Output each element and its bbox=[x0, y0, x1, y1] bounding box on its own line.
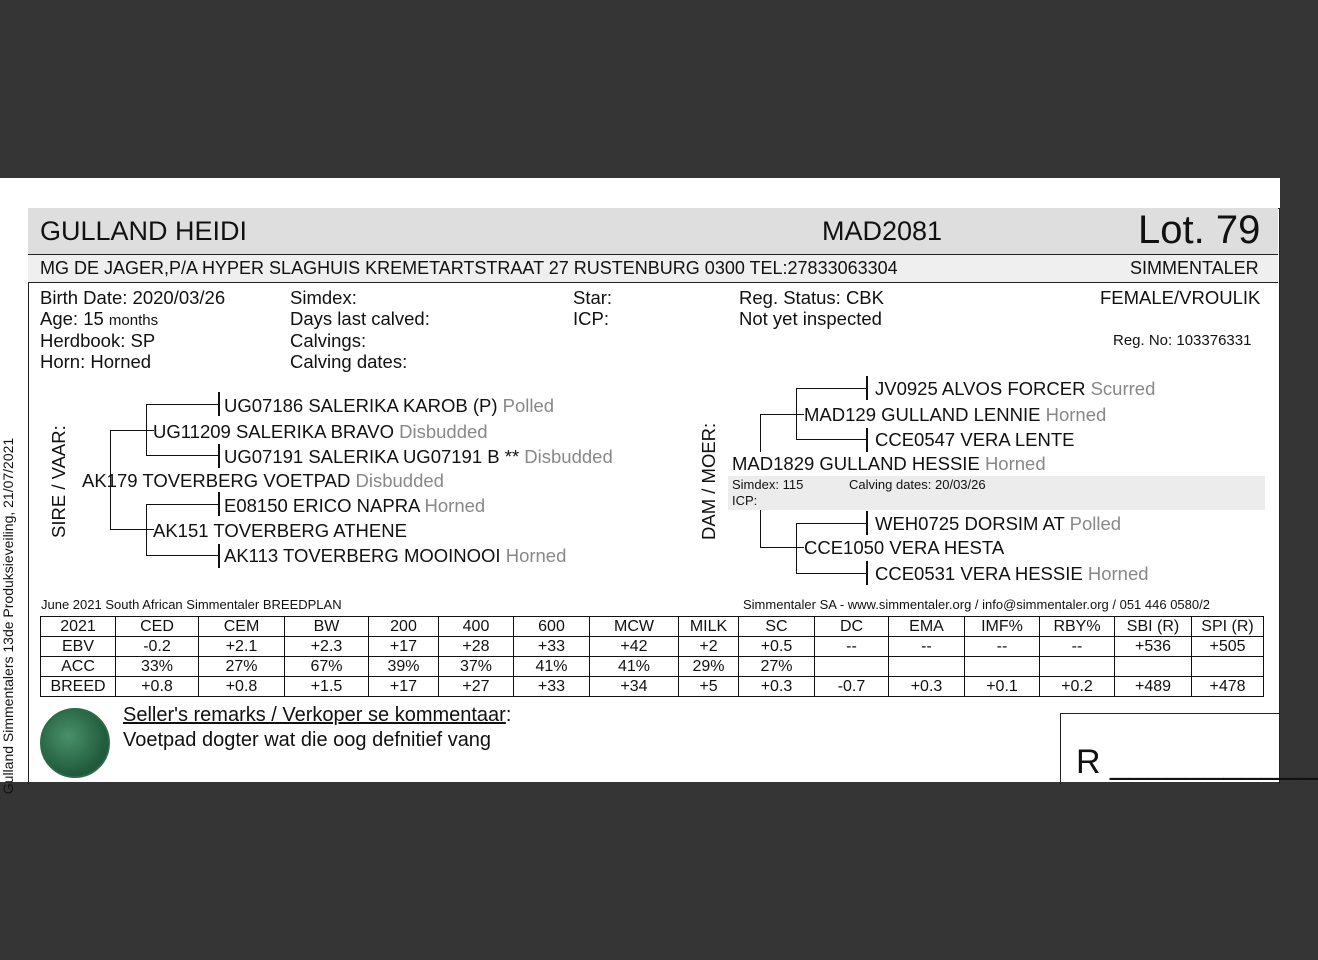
breedplan-cell: +17 bbox=[369, 677, 439, 697]
star-label: Star: bbox=[573, 287, 613, 308]
breedplan-cell: -0.2 bbox=[116, 637, 199, 657]
breedplan-cell: +536 bbox=[1115, 637, 1192, 657]
price-field[interactable]: R ___________ bbox=[1076, 743, 1318, 781]
breedplan-cell: +0.3 bbox=[889, 677, 965, 697]
dam-sire: MAD129 GULLAND LENNIE Horned bbox=[804, 404, 1107, 425]
breedplan-cell: 200 bbox=[369, 617, 439, 637]
breedplan-cell: +489 bbox=[1115, 677, 1192, 697]
breedplan-cell: +0.8 bbox=[199, 677, 285, 697]
breedplan-cell: EMA bbox=[889, 617, 965, 637]
breedplan-cell: 600 bbox=[514, 617, 590, 637]
breedplan-cell: +505 bbox=[1192, 637, 1264, 657]
breedplan-cell: +2.3 bbox=[285, 637, 369, 657]
sex: FEMALE/VROULIK bbox=[1100, 287, 1261, 308]
dam-calving-dates: Calving dates: 20/03/26 bbox=[849, 477, 986, 492]
breedplan-cell: RBY% bbox=[1040, 617, 1115, 637]
breedplan-cell bbox=[815, 657, 889, 677]
breedplan-cell: 67% bbox=[285, 657, 369, 677]
dam-dam-sire: WEH0725 DORSIM AT Polled bbox=[875, 513, 1122, 534]
sire-sire-dam: UG07191 SALERIKA UG07191 B ** Disbudded bbox=[224, 446, 613, 467]
breedplan-cell: +5 bbox=[679, 677, 739, 697]
sire-sire: UG07186 SALERIKA KAROB (P) Polled bbox=[224, 395, 555, 416]
breedplan-cell: ACC bbox=[41, 657, 116, 677]
birth-date: Birth Date: 2020/03/26 bbox=[40, 287, 226, 308]
owner-address: MG DE JAGER,P/A HYPER SLAGHUIS KREMETARTSTRAAT 27 RUSTENBURG 0300 TEL:27833063304 bbox=[40, 258, 898, 278]
breedplan-row bbox=[41, 677, 1264, 697]
breedplan-cell bbox=[1115, 657, 1192, 677]
breedplan-cell: 2021 bbox=[41, 617, 116, 637]
breedplan-title: June 2021 South African Simmentaler BREEDPLAN bbox=[41, 597, 342, 612]
herdbook: Herdbook: SP bbox=[40, 330, 156, 351]
breedplan-cell: CED bbox=[116, 617, 199, 637]
icp-label: ICP: bbox=[573, 308, 609, 329]
breedplan-contact: Simmentaler SA - www.simmentaler.org / info@simmentaler.org / 051 446 0580/2 bbox=[743, 597, 1210, 612]
sire-label: SIRE / VAAR: bbox=[48, 425, 69, 538]
breedplan-cell: IMF% bbox=[965, 617, 1040, 637]
breedplan-cell: BREED bbox=[41, 677, 116, 697]
breedplan-table bbox=[40, 616, 1264, 697]
dam-simdex-box bbox=[728, 476, 1265, 510]
breedplan-cell: +33 bbox=[514, 677, 590, 697]
breedplan-cell: 41% bbox=[514, 657, 590, 677]
breedplan-cell bbox=[1040, 657, 1115, 677]
sire-dam: AK151 TOVERBERG ATHENE bbox=[153, 520, 407, 541]
breedplan-cell: 29% bbox=[679, 657, 739, 677]
breedplan-cell: CEM bbox=[199, 617, 285, 637]
dam-dam: CCE1050 VERA HESTA bbox=[804, 537, 1005, 558]
breedplan-cell: -0.7 bbox=[815, 677, 889, 697]
breedplan-header-row bbox=[41, 617, 1264, 637]
breedplan-row bbox=[41, 637, 1264, 657]
dam-main: MAD1829 GULLAND HESSIE Horned bbox=[732, 453, 1046, 474]
breedplan-cell: +2.1 bbox=[199, 637, 285, 657]
breedplan-cell: SC bbox=[739, 617, 815, 637]
breedplan-cell: +0.1 bbox=[965, 677, 1040, 697]
dam-icp: ICP: bbox=[732, 493, 758, 508]
dam-simdex: Simdex: 115 bbox=[732, 477, 804, 492]
breedplan-cell: -- bbox=[889, 637, 965, 657]
breedplan-cell: +2 bbox=[679, 637, 739, 657]
breedplan-cell: -- bbox=[965, 637, 1040, 657]
reg-number: Reg. No: 103376331 bbox=[1113, 332, 1252, 349]
breedplan-cell: +478 bbox=[1192, 677, 1264, 697]
breedplan-cell: +0.2 bbox=[1040, 677, 1115, 697]
breedplan-cell: 39% bbox=[369, 657, 439, 677]
dam-dam-dam: CCE0531 VERA HESSIE Horned bbox=[875, 563, 1149, 584]
breedplan-cell: +0.8 bbox=[116, 677, 199, 697]
breedplan-cell: 37% bbox=[439, 657, 514, 677]
breedplan-cell: +1.5 bbox=[285, 677, 369, 697]
breedplan-cell: +28 bbox=[439, 637, 514, 657]
breedplan-cell: +33 bbox=[514, 637, 590, 657]
breedplan-cell: 27% bbox=[199, 657, 285, 677]
remarks-text: Voetpad dogter wat die oog defnitief vang bbox=[123, 729, 492, 751]
breedplan-cell: 33% bbox=[116, 657, 199, 677]
breedplan-cell: +17 bbox=[369, 637, 439, 657]
breedplan-cell: +27 bbox=[439, 677, 514, 697]
breedplan-cell bbox=[1192, 657, 1264, 677]
breedplan-cell: EBV bbox=[41, 637, 116, 657]
dam-sire-sire: JV0925 ALVOS FORCER Scurred bbox=[875, 378, 1156, 399]
breedplan-cell: DC bbox=[815, 617, 889, 637]
breedplan-cell: +34 bbox=[590, 677, 679, 697]
breedplan-cell: +0.5 bbox=[739, 637, 815, 657]
breedplan-cell: -- bbox=[815, 637, 889, 657]
breedplan-cell: BW bbox=[285, 617, 369, 637]
lot-card bbox=[0, 178, 1318, 795]
breed: SIMMENTALER bbox=[1130, 258, 1259, 278]
sire-main: AK179 TOVERBERG VOETPAD Disbudded bbox=[82, 470, 444, 491]
days-last-calved: Days last calved: bbox=[290, 308, 430, 329]
breedplan-cell: -- bbox=[1040, 637, 1115, 657]
breedplan-cell bbox=[889, 657, 965, 677]
sire-dam-sire: E08150 ERICO NAPRA Horned bbox=[224, 495, 486, 516]
breedplan-cell: 41% bbox=[590, 657, 679, 677]
calvings: Calvings: bbox=[290, 330, 367, 351]
breedplan-cell bbox=[965, 657, 1040, 677]
breedplan-cell: MCW bbox=[590, 617, 679, 637]
breedplan-row bbox=[41, 657, 1264, 677]
dam-label: DAM / MOER: bbox=[698, 422, 719, 540]
sire-sire-parent: UG11209 SALERIKA BRAVO Disbudded bbox=[153, 421, 488, 442]
dam-sire-dam: CCE0547 VERA LENTE bbox=[875, 429, 1075, 450]
horn-status: Horn: Horned bbox=[40, 351, 152, 372]
animal-code: MAD2081 bbox=[822, 216, 943, 246]
inspection-status: Not yet inspected bbox=[739, 308, 882, 329]
breedplan-cell: +0.3 bbox=[739, 677, 815, 697]
breedplan-cell: SPI (R) bbox=[1192, 617, 1264, 637]
globe-logo-icon bbox=[40, 708, 110, 778]
remarks-title: Seller's remarks / Verkoper se kommentaar: bbox=[123, 704, 512, 726]
breedplan-cell: 27% bbox=[739, 657, 815, 677]
reg-status: Reg. Status: CBK bbox=[739, 287, 884, 308]
auction-side-label: Gulland Simmentalers 13de Produksieveiling, 21/07/2021 bbox=[0, 437, 16, 795]
breedplan-cell: SBI (R) bbox=[1115, 617, 1192, 637]
age: Age: 15 months bbox=[40, 308, 159, 329]
lot-number: Lot. 79 bbox=[1138, 208, 1261, 252]
breedplan-cell: 400 bbox=[439, 617, 514, 637]
sire-dam-dam: AK113 TOVERBERG MOOINOOI Horned bbox=[224, 545, 567, 566]
simdex-label: Simdex: bbox=[290, 287, 357, 308]
calving-dates: Calving dates: bbox=[290, 351, 408, 372]
animal-name: GULLAND HEIDI bbox=[40, 216, 248, 246]
breedplan-cell: +42 bbox=[590, 637, 679, 657]
breedplan-cell: MILK bbox=[679, 617, 739, 637]
